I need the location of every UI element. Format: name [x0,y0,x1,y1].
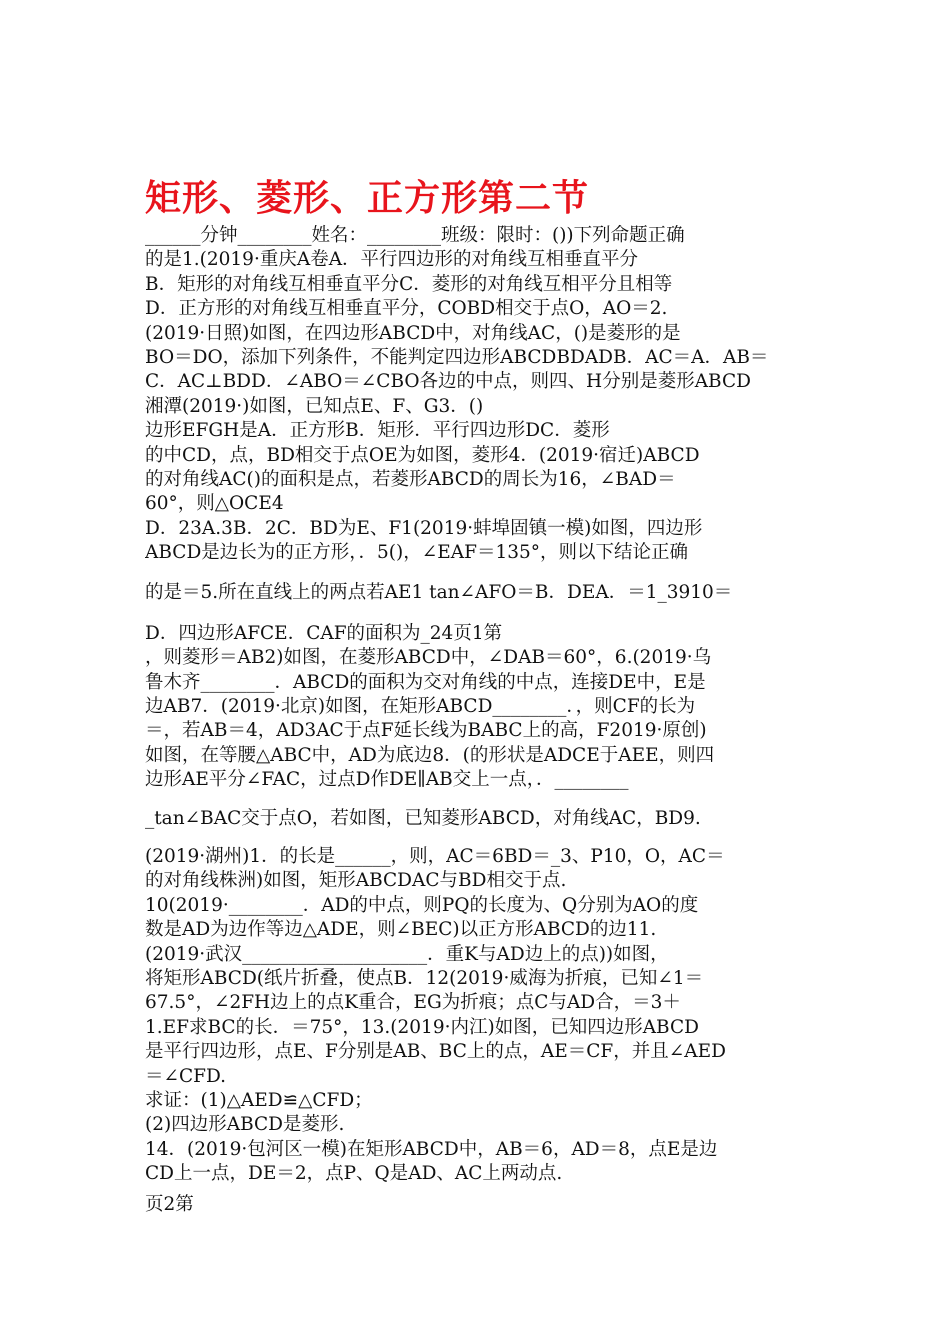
text-line: 将矩形ABCD(纸片折叠，使点B．12(2019·威海为折痕，已知∠1＝ [145,967,704,989]
text-line: CD上一点，DE＝2，点P、Q是AD、AC上两动点. [145,1163,563,1185]
text-line: 的对角线株洲)如图，矩形ABCDAC与BD相交于点. [145,870,567,892]
text-line: 边形AE平分∠FAC，过点D作DE∥AB交上一点，．________ [145,769,629,791]
text-line: (2019·日照)如图，在四边形ABCD中，对角线AC，()是菱形的是 [145,322,681,344]
text-line: (2)四边形ABCD是菱形. [145,1114,345,1136]
document-body [145,224,810,1186]
text-line: 边形EFGH是A．正方形B．矩形．平行四边形DC．菱形 [145,420,610,442]
text-line: ＝∠CFD. [145,1065,227,1087]
text-line: 的对角线AC()的面积是点，若菱形ABCD的周长为16，∠BAD＝ [145,468,676,490]
text-line: D．四边形AFCE．CAF的面积为_24页1第 [145,622,503,644]
text-line: _tan∠BAC交于点O，若如图，已知菱形ABCD，对角线AC，BD9. [145,807,701,829]
text-line: 求证：(1)△AED≌△CFD； [145,1089,373,1111]
text-line: 如图，在等腰△ABC中，AD为底边8．(的形状是ADCE于AEE，则四 [145,744,715,766]
text-line: 67.5°，∠2FH边上的点K重合，EG为折痕；点C与AD合，＝3＋ [145,992,681,1014]
text-line: ，则菱形＝AB2)如图，在菱形ABCD中，∠DAB＝60°，6.(2019·乌 [145,647,712,669]
text-line: 鲁木齐________．ABCD的面积为交对角线的中点，连接DE中，E是 [145,671,706,693]
text-line: C．AC⊥BDD．∠ABO＝∠CBO各边的中点，则四、H分别是菱形ABCD [145,371,751,393]
text-line: 10(2019·________．AD的中点，则PQ的长度为、Q分别为AO的度 [145,894,699,916]
text-line: 是平行四边形，点E、F分别是AB、BC上的点，AE＝CF，并且∠AED [145,1041,726,1063]
text-line: D．正方形的对角线互相垂直平分，COBD相交于点O，AO＝2. [145,298,668,320]
text-line: 边AB7．(2019·北京)如图，在矩形ABCD________．，则CF的长为 [145,696,696,718]
text-line: 的中CD，点，BD相交于点OE为如图，菱形4．(2019·宿迁)ABCD [145,444,700,466]
text-line: BO＝DO，添加下列条件，不能判定四边形ABCDBDADB．AC＝A．AB＝ [145,346,769,368]
text-line: 1.EF求BC的长．＝75°，13.(2019·内江)如图，已知四边形ABCD [145,1016,699,1038]
text-line: 数是AD为边作等边△ADE，则∠BEC)以正方形ABCD的边11. [145,919,657,941]
page-footer: 页2第 [145,1194,194,1215]
text-line: 14．(2019·包河区一模)在矩形ABCD中，AB＝6，AD＝8，点E是边 [145,1138,718,1160]
text-line: 的是1.(2019·重庆A卷A．平行四边形的对角线互相垂直平分 [145,249,639,271]
text-line: ABCD是边长为的正方形，．5()，∠EAF＝135°，则以下结论正确 [145,542,689,564]
text-line: (2019·武汉____________________．重K与AD边上的点))如图， [145,943,669,965]
text-line: 60°，则△OCE4 [145,493,284,515]
page-title: 矩形、菱形、正方形第二节 [145,178,590,219]
text-line: 湘潭(2019·)如图，已知点E、F、G3．() [145,395,484,417]
text-line: D．23A.3B．2C．BD为E、F1(2019·蚌埠固镇一模)如图，四边形 [145,517,703,539]
text-line: (2019·湖州)1．的长是______，则，AC＝6BD＝_3、P10，O，AC＝ [145,845,725,867]
text-line: ＝，若AB＝4，AD3AC于点F延长线为BABC上的高，F2019·原创) [145,720,707,742]
text-line: B．矩形的对角线互相垂直平分C．菱形的对角线互相平分且相等 [145,273,673,295]
text-line: 的是＝5.所在直线上的两点若AE1 tan∠AFO＝B．DEA．＝1_3910＝ [145,582,733,604]
text-line: ______分钟________姓名：________班级：限时：())下列命题正确 [145,225,685,246]
